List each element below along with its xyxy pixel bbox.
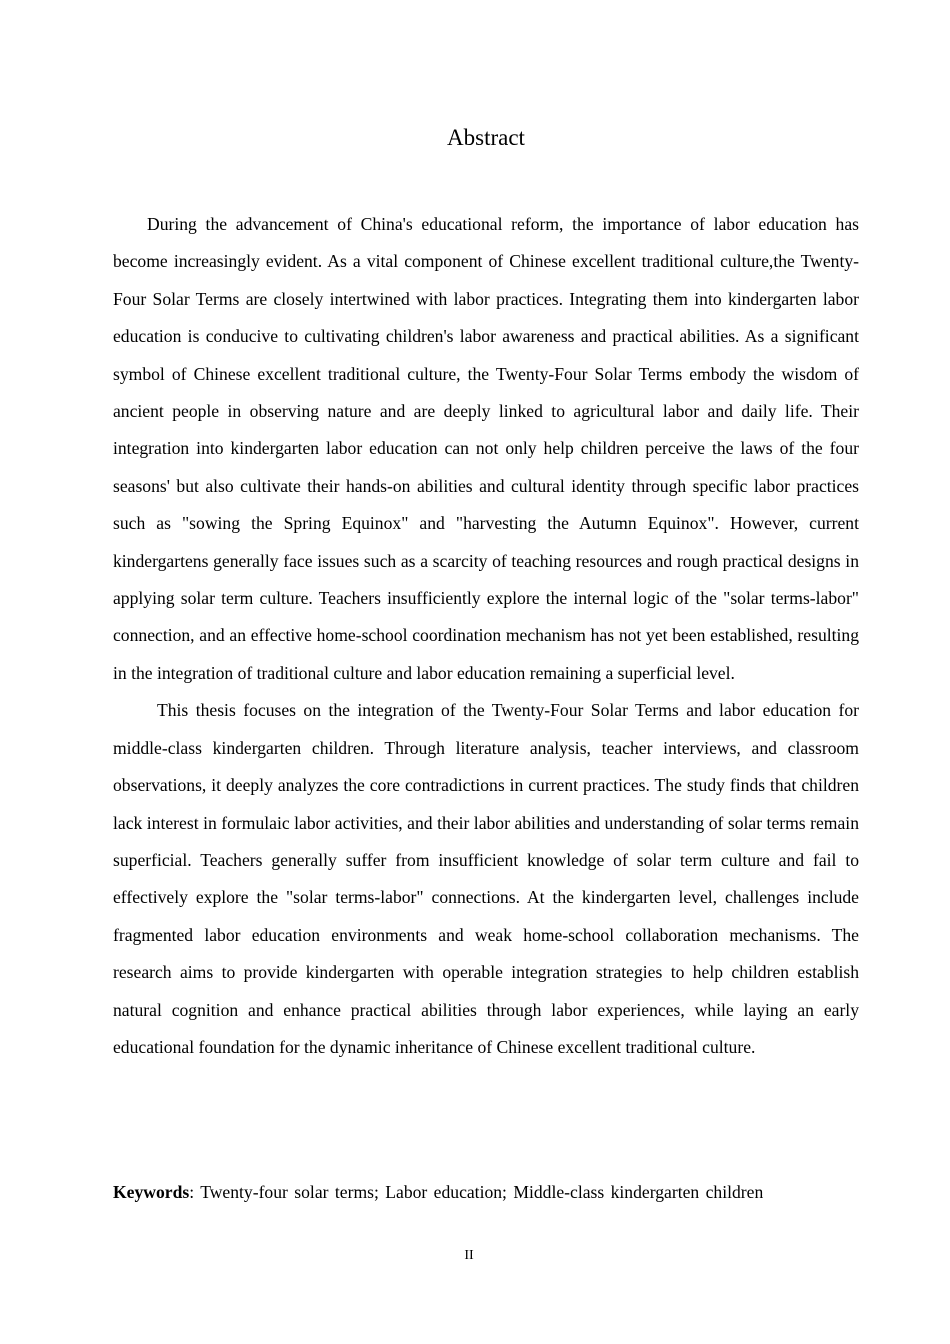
abstract-title: Abstract <box>447 125 525 150</box>
keywords-label: Keywords <box>113 1182 190 1202</box>
abstract-body <box>113 206 859 1066</box>
keywords-line <box>113 1175 859 1209</box>
abstract-paragraph-2: This thesis focuses on the integration of the Twenty-Four Solar Terms and labor education for middle-class kindergarten children. Through literature analysis, teacher interviews, and classroom observations, it deeply analyzes the core contradictions in current practices. The study finds that children lack interest in formulaic labor activities, and their labor abilities and understanding of solar terms remain superficial. Teachers generally suffer from insufficient knowledge of solar term culture and fail to effectively explore the "solar terms-labor" connections. At the kindergarten level, challenges include fragmented labor education environments and weak home-school collaboration mechanisms. The research aims to provide kindergarten with operable integration strategies to help children establish natural cognition and enhance practical abilities through labor experiences, while laying an early educational foundation for the dynamic inheritance of Chinese excellent traditional culture. <box>113 700 859 1057</box>
keywords-text: : Twenty-four solar terms; Labor education; Middle-class kindergarten children <box>189 1182 764 1202</box>
page-number: II <box>464 1248 474 1263</box>
abstract-paragraph-1: During the advancement of China's educational reform, the importance of labor education has become increasingly evident. As a vital component of Chinese excellent traditional culture,the Twenty-Four Solar Terms are closely intertwined with labor practices. Integrating them into kindergarten labor education is conducive to cultivating children's labor awareness and practical abilities. As a significant symbol of Chinese excellent traditional culture, the Twenty-Four Solar Terms embody the wisdom of ancient people in observing nature and are deeply linked to agricultural labor and daily life. Their integration into kindergarten labor education can not only help children perceive the laws of the four seasons' but also cultivate their hands-on abilities and cultural identity through specific labor practices such as "sowing the Spring Equinox" and "harvesting the Autumn Equinox". However, current kindergartens generally face issues such as a scarcity of teaching resources and rough practical designs in applying solar term culture. Teachers insufficiently explore the internal logic of the "solar terms-labor" connection, and an effective home-school coordination mechanism has not yet been established, resulting in the integration of traditional culture and labor education remaining a superficial level. <box>113 214 859 683</box>
